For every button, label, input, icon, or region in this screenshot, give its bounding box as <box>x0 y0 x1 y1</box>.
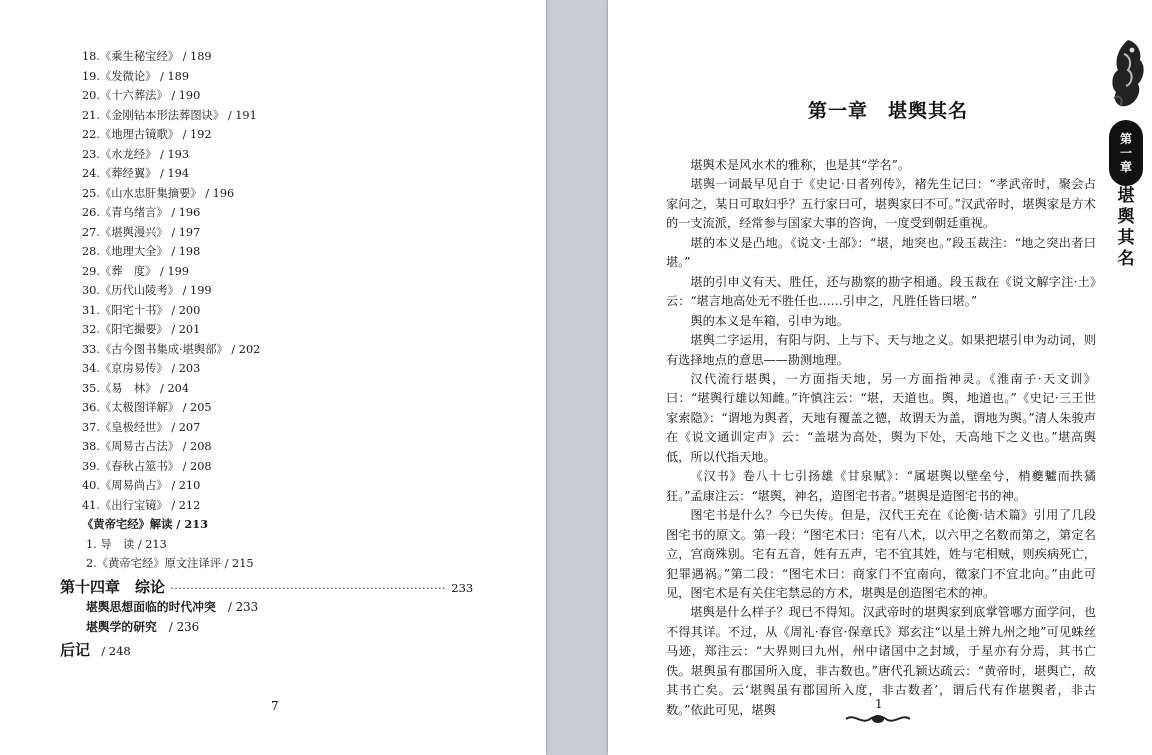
toc-item[interactable]: 41.《出行宝镜》 / 212 <box>82 498 201 512</box>
toc-item[interactable]: 33.《古今图书集成·堪舆部》 / 202 <box>82 342 261 356</box>
paragraph: 堪的本义是凸地。《说文·土部》：“堪，地突也。”段玉裁注：“地之突出者曰堪。” <box>666 235 1096 270</box>
toc-item[interactable]: 25.《山水忠肝集摘要》 / 196 <box>82 186 235 200</box>
paragraph: 图宅书是什么？今已失传。但是，汉代王充在《论衡·诘术篇》引用了几段图宅书的原文。第一段：“图宅术曰：宅有八术，以六甲之名数而第之，第定名立，宫商殊别。宅有五音，姓有五声，宅不宜其姓，姓与宅相贼，则疾病死亡，犯罪遇祸。”第二段：“图宅术曰：商家门不宜南向，徵家门不宜北向。”由此可见，图宅术是有关住宅禁忌的方术，堪舆是创造图宅术的神。 <box>666 508 1096 600</box>
chapter-title: 第一章 堪舆其名 <box>808 100 969 122</box>
toc-section-page: / 236 <box>168 620 200 634</box>
toc-chapter-title: 第十四章 综论 <box>60 578 166 596</box>
toc-item[interactable]: 19.《发微论》 / 189 <box>82 69 190 83</box>
toc-item[interactable]: 34.《京房易传》 / 203 <box>82 362 201 375</box>
toc-item[interactable]: 27.《堪舆漫兴》 / 197 <box>82 225 201 239</box>
toc-item[interactable]: 28.《地理大全》 / 198 <box>82 245 201 258</box>
paragraph: 汉代流行堪舆，一方面指天地，另一方面指神灵。《淮南子·天文训》曰：“堪舆行雄以知雌。”许慎注云：“堪，天道也。舆，地道也。”《史记·三王世家索隐》：“谓地为舆者，天地有覆盖之德，故谓天为盖，谓地为舆。”清人朱骏声在《说文通训定声》云：“盖堪为高处，舆为下处，天高地下之义也。”堪高舆低，所以代指天地。 <box>666 371 1096 464</box>
page-number: 1 <box>875 697 883 711</box>
chapter-side-tab <box>1106 36 1152 269</box>
right-page <box>608 0 1152 755</box>
toc-item[interactable]: 30.《历代山陵考》 / 199 <box>82 284 212 297</box>
paragraph: 舆的本义是车箱，引申为地。 <box>690 313 849 328</box>
toc-section-entry[interactable] <box>86 598 258 615</box>
toc-section-title: 堪舆学的研究 <box>86 620 157 634</box>
emblem-char: 第 <box>1119 132 1132 146</box>
emblem-char: 一 <box>1119 146 1132 160</box>
body-text <box>666 156 1096 720</box>
toc-sub-item[interactable]: 1. 导 读 / 213 <box>86 537 167 551</box>
paragraph: 堪舆术是风水术的雅称，也是其“学名”。 <box>690 158 911 172</box>
paragraph: 《汉书》卷八十七引扬雄《甘泉赋》：“属堪舆以壁垒兮，梢夔魖而抶獝狂。”孟康注云：“堪舆，神名，造图宅书者。”堪舆是造图宅书的神。 <box>666 469 1096 503</box>
dragon-ornament-icon <box>1106 36 1150 116</box>
paragraph: 堪舆二字运用，有阳与阴、上与下、天与地之义。如果把堪引申为动词，则有选择地点的意思——勘测地理。 <box>666 333 1096 367</box>
toc-item[interactable]: 37.《皇极经世》 / 207 <box>82 420 201 434</box>
paragraph: 堪舆是什么样子？现已不得知。汉武帝时的堪舆家到底掌管哪方面学问，也不得其详。不过，从《周礼·春官·保章氏》郑玄注“以星土辨九州之地”可见蛛丝马迹，郑注云：“大界则曰九州，州中诸国中之封域，于星亦有分焉，其书亡佚。堪舆虽有郡国所入度，非古数也。”唐代孔颖达疏云：“黄帝时，堪舆亡，故其书亡矣。云‘堪舆虽有郡国所入度，非古数者’，谓后代有作堪舆者，非古数。”依此可见，堪舆 <box>666 605 1096 717</box>
toc-item[interactable]: 32.《阳宅撮要》 / 201 <box>82 323 201 336</box>
toc-sub-item[interactable]: 2.《黄帝宅经》原文注译评 / 215 <box>86 557 254 570</box>
toc-item[interactable]: 38.《周易古占法》 / 208 <box>82 440 212 453</box>
toc-item[interactable]: 36.《太极图详解》 / 205 <box>82 401 212 414</box>
toc-item[interactable]: 21.《金刚钻本形法葬图诀》 / 191 <box>82 108 257 122</box>
emblem-char: 章 <box>1119 160 1132 174</box>
toc-item[interactable]: 22.《地理古镜歌》 / 192 <box>82 128 212 141</box>
toc-item[interactable]: 29.《葬 度》 / 199 <box>82 264 190 278</box>
toc-leader-dots: ····································································· <box>170 582 447 595</box>
toc-section-page: / 233 <box>227 600 259 614</box>
toc-chapter-entry[interactable] <box>60 576 473 597</box>
toc-item[interactable]: 31.《阳宅十书》 / 200 <box>82 303 201 317</box>
toc-afterword-entry[interactable] <box>60 639 131 660</box>
toc-item[interactable]: 40.《周易尚占》 / 210 <box>82 479 201 492</box>
left-page <box>0 0 546 755</box>
toc-section-heading[interactable]: 《黄帝宅经》解读 / 213 <box>82 517 208 531</box>
toc-item[interactable]: 35.《易 林》 / 204 <box>82 381 190 395</box>
chapter-emblem <box>1109 120 1143 186</box>
footer-ornament-icon <box>844 712 912 726</box>
toc-list <box>82 47 522 574</box>
toc-section-entry[interactable] <box>86 618 199 635</box>
toc-chapter-page: 233 <box>451 581 474 595</box>
toc-item[interactable]: 23.《水龙经》 / 193 <box>82 147 190 161</box>
paragraph: 堪的引申义有天、胜任，还与勘察的勘字相通。段玉裁在《说文解字注·土》云：“堪言地高处无不胜任也……引申之，凡胜任皆曰堪。” <box>666 274 1096 309</box>
toc-item[interactable]: 39.《春秋占筮书》 / 208 <box>82 459 212 473</box>
toc-item[interactable]: 18.《乘生秘宝经》 / 189 <box>82 50 212 63</box>
page-number: 7 <box>271 699 279 713</box>
toc-item[interactable]: 20.《十六葬法》 / 190 <box>82 89 201 102</box>
toc-afterword-page: / 248 <box>101 644 131 658</box>
toc-afterword-title: 后记 <box>60 641 91 659</box>
paragraph: 堪舆一词最早见自于《史记·日者列传》，褚先生记曰：“孝武帝时，聚会占家问之，某日可取妇乎？五行家曰可，堪舆家曰不可。”汉武帝时，堪舆家是方术的一支流派，经常参与国家大事的咨询，一度受到朝廷重视。 <box>666 177 1096 231</box>
toc-item[interactable]: 24.《葬经翼》 / 194 <box>82 167 190 180</box>
side-tab-title: 堪舆其名 <box>1117 186 1135 269</box>
toc-section-title: 堪舆思想面临的时代冲突 <box>86 600 216 614</box>
toc-item[interactable]: 26.《青乌绪言》 / 196 <box>82 206 201 219</box>
